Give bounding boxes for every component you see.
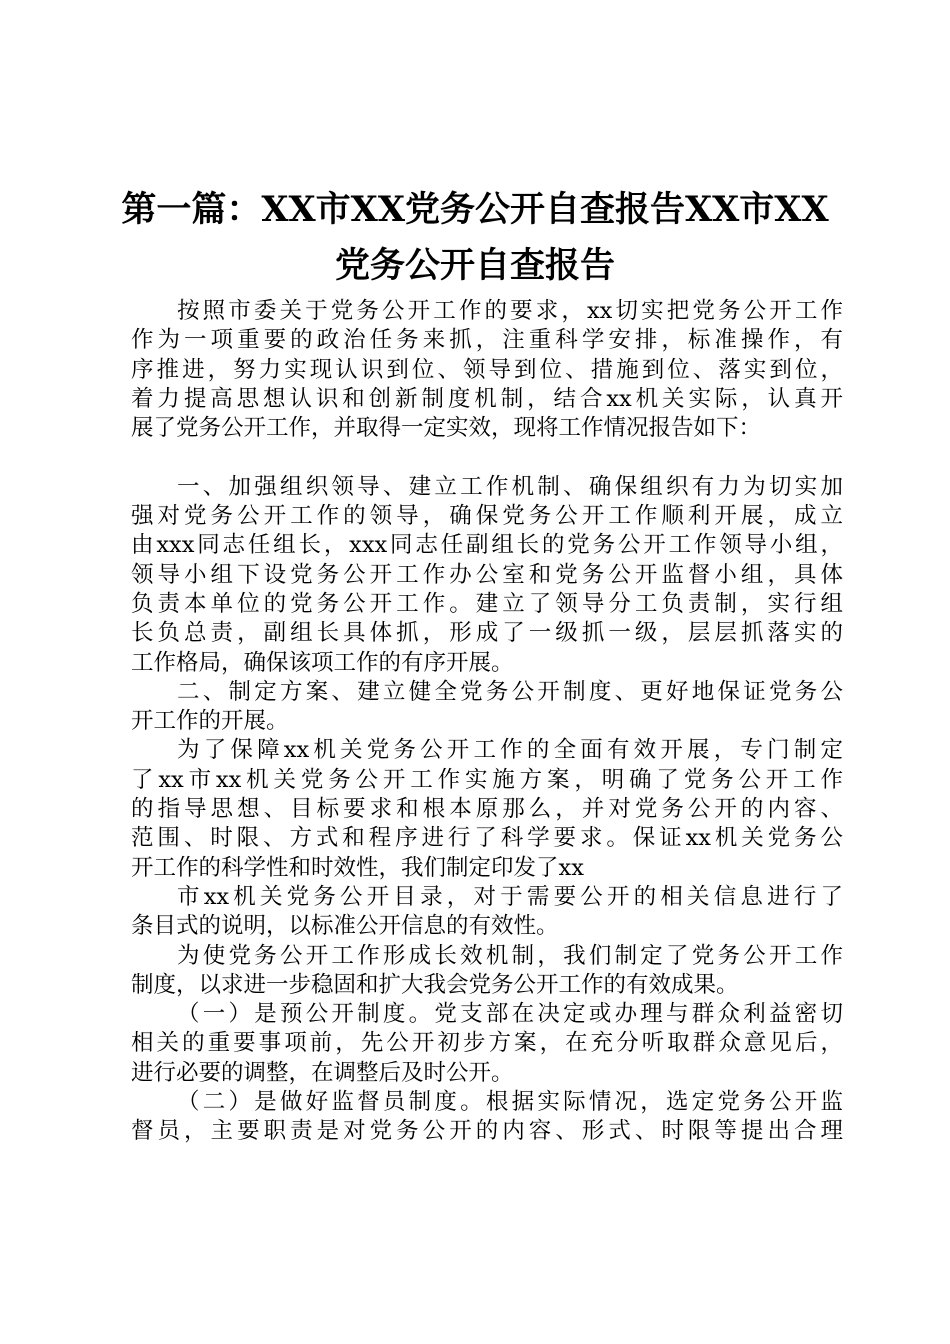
text-line: 的指导思想、目标要求和根本原那么，并对党务公开的内容、	[131, 796, 843, 823]
text-line: 着力提高思想认识和创新制度机制，结合xx机关实际，认真开	[131, 385, 843, 412]
document-title	[120, 182, 830, 294]
text-line: 序推进，努力实现认识到位、领导到位、措施到位、落实到位，	[131, 356, 843, 383]
text-line: （二）是做好监督员制度。根据实际情况，选定党务公开监	[177, 1089, 843, 1116]
text-line: 督员，主要职责是对党务公开的内容、形式、时限等提出合理	[131, 1118, 843, 1145]
text-line: 作为一项重要的政治任务来抓，注重科学安排，标准操作，有	[131, 327, 843, 354]
text-line: 按照市委关于党务公开工作的要求，xx切实把党务公开工作	[177, 298, 843, 324]
text-line: 开工作的开展。	[131, 708, 289, 735]
title-line-1: 第一篇：XX市XX党务公开自查报告XX市XX	[121, 189, 829, 230]
text-line: 展了党务公开工作，并取得一定实效，现将工作情况报告如下：	[131, 415, 762, 442]
text-line: 由xxx同志任组长，xxx同志任副组长的党务公开工作领导小组，	[131, 532, 843, 559]
text-line: 制度，以求进一步稳固和扩大我会党务公开工作的有效成果。	[131, 971, 739, 998]
text-line: 一、加强组织领导、建立工作机制、确保组织有力为切实加	[177, 473, 843, 500]
paragraph-gap	[131, 443, 843, 472]
text-line: （一）是预公开制度。党支部在决定或办理与群众利益密切	[177, 1001, 843, 1028]
text-line: 领导小组下设党务公开工作办公室和党务公开监督小组，具体	[131, 561, 843, 588]
paragraph-item-1	[131, 1000, 843, 1088]
text-line: 范围、时限、方式和程序进行了科学要求。保证xx机关党务公	[131, 825, 843, 852]
paragraph-mechanism	[131, 942, 843, 1001]
text-line: 工作格局，确保该项工作的有序开展。	[131, 649, 514, 676]
paragraph-catalog	[131, 883, 843, 942]
text-line: 强对党务公开工作的领导，确保党务公开工作顺利开展，成立	[131, 503, 843, 530]
text-line: 进行必要的调整，在调整后及时公开。	[131, 1059, 514, 1086]
text-line: 了xx市xx机关党务公开工作实施方案，明确了党务公开工作	[131, 766, 843, 793]
text-line: 条目式的说明，以标准公开信息的有效性。	[131, 913, 559, 940]
text-line: 相关的重要事项前，先公开初步方案，在充分听取群众意见后，	[131, 1030, 843, 1057]
text-line: 为使党务公开工作形成长效机制，我们制定了党务公开工作	[177, 942, 843, 969]
paragraph-item-2	[131, 1088, 843, 1147]
title-line-2: 党务公开自查报告	[334, 245, 615, 286]
text-line: 开工作的科学性和时效性，我们制定印发了xx	[131, 854, 584, 881]
paragraph-section-1	[131, 473, 843, 678]
text-line: 二、制定方案、建立健全党务公开制度、更好地保证党务公	[177, 678, 843, 705]
paragraph-intro	[131, 297, 843, 443]
text-line: 负责本单位的党务公开工作。建立了领导分工负责制，实行组	[131, 590, 843, 617]
paragraph-section-2-body	[131, 736, 843, 882]
document-body	[131, 297, 843, 1147]
text-line: 市xx机关党务公开目录，对于需要公开的相关信息进行了	[177, 883, 843, 910]
text-line: 长负总责，副组长具体抓，形成了一级抓一级，层层抓落实的	[131, 620, 843, 647]
paragraph-section-2-heading	[131, 678, 843, 737]
text-line: 为了保障xx机关党务公开工作的全面有效开展，专门制定	[177, 737, 843, 764]
